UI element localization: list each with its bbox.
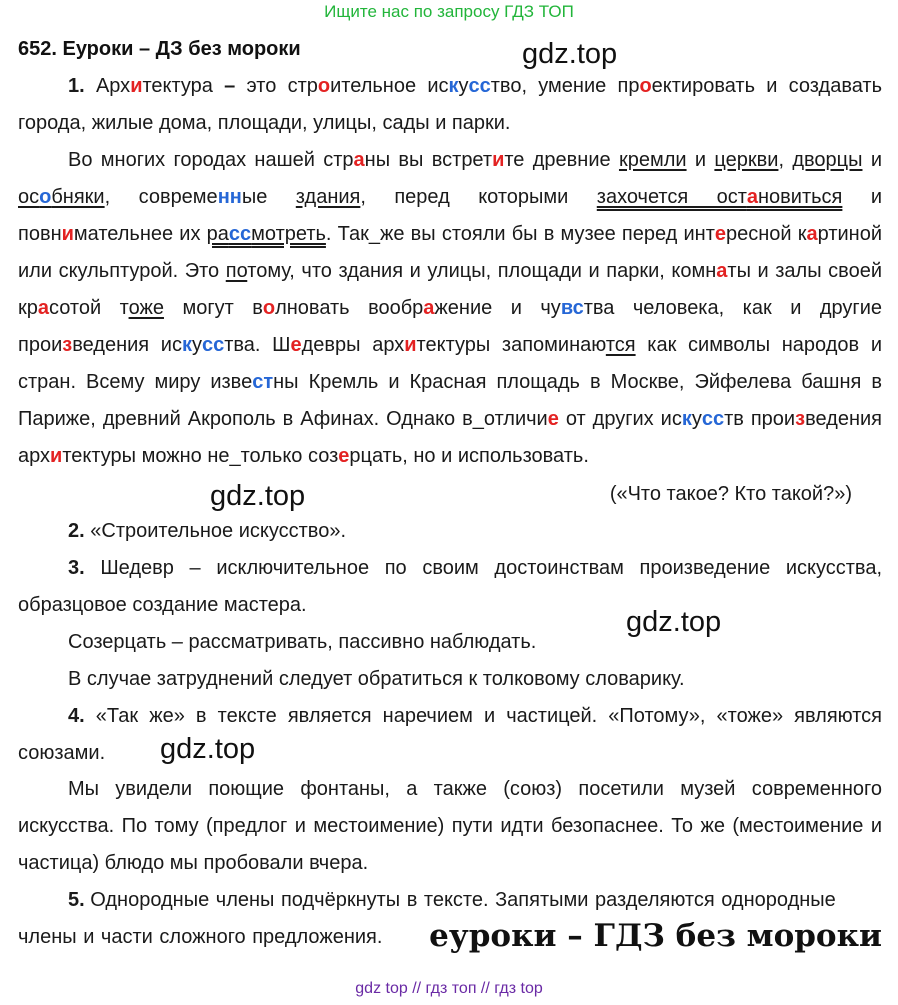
item-3 — [18, 550, 882, 624]
top-banner: Ищите нас по запросу ГДЗ ТОП — [324, 2, 574, 21]
item-1-number: 1. — [68, 75, 85, 97]
watermark: gdz.top — [160, 733, 256, 765]
watermark: gdz.top — [210, 480, 306, 512]
item-2-text: «Строительное искусство». — [90, 520, 347, 542]
watermark: gdz.top — [626, 606, 722, 638]
item-4-number: 4. — [68, 705, 85, 727]
item-4 — [18, 698, 882, 772]
item-4-text: «Так же» в тексте является наречием и частицей. «Потому», «тоже» являются союзами. — [18, 705, 883, 764]
watermark: gdz.top — [522, 38, 618, 70]
item-2-number: 2. — [68, 520, 85, 542]
exercise-heading: 652. Еуроки – ДЗ без мороки — [18, 38, 301, 60]
item-1-text: Архитектура – это строительное искусство, умение проектировать и создавать города, жилые дома, площади, улицы, сады и парки. — [18, 75, 882, 134]
brand-logo-text: еуроки – ГДЗ без мороки — [429, 918, 882, 954]
item-5-number: 5. — [68, 889, 85, 911]
item-3-text: Шедевр – исключительное по своим достоинствам произведение искусства, образцовое создание мастера. — [18, 557, 883, 616]
source-citation: («Что такое? Кто такой?») — [609, 483, 852, 505]
item-4-examples: Мы увидели поющие фонтаны, а также (союз) посетили музей современного искусства. По тому (предлог и местоимение) пути идти безопаснее. То же (местоимение и частица) блюдо мы пробовали вчера. — [18, 778, 882, 874]
item-3-note: В случае затруднений следует обратиться к толковому словарику. — [68, 668, 685, 690]
passage-text: Во многих городах нашей страны вы встретите древние кремли и церкви, дворцы и особняки, современные здания, перед которыми захочется остановиться и повнимательнее их рассмотреть. Так_же вы стояли бы в музее перед интересной картиной или скульптурой. Это потому, что здания и улицы, площади и парки, комнаты и залы своей красотой тоже могут волновать воображение и чувства человека, как и другие произведения искусства. Шедевры архитектуры запоминаются как символы народов и стран. Всему миру известны Кремль и Красная площадь в Москве, Эйфелева башня в Париже, древний Акрополь в Афинах. Однако в_отличие от других искусств произведения архитектуры можно не_только созерцать, но и использовать. — [18, 149, 882, 467]
item-5-text: Однородные члены подчёркнуты в тексте. Запятыми разделяются однородные члены и части сложного предложения. — [18, 889, 836, 948]
item-2 — [68, 520, 346, 543]
item-3-definition: Созерцать – рассматривать, пассивно наблюдать. — [68, 631, 537, 653]
footer-links[interactable]: gdz top // гдз топ // гдз top — [355, 980, 543, 997]
item-3-number: 3. — [68, 557, 85, 579]
item-1 — [18, 68, 882, 142]
